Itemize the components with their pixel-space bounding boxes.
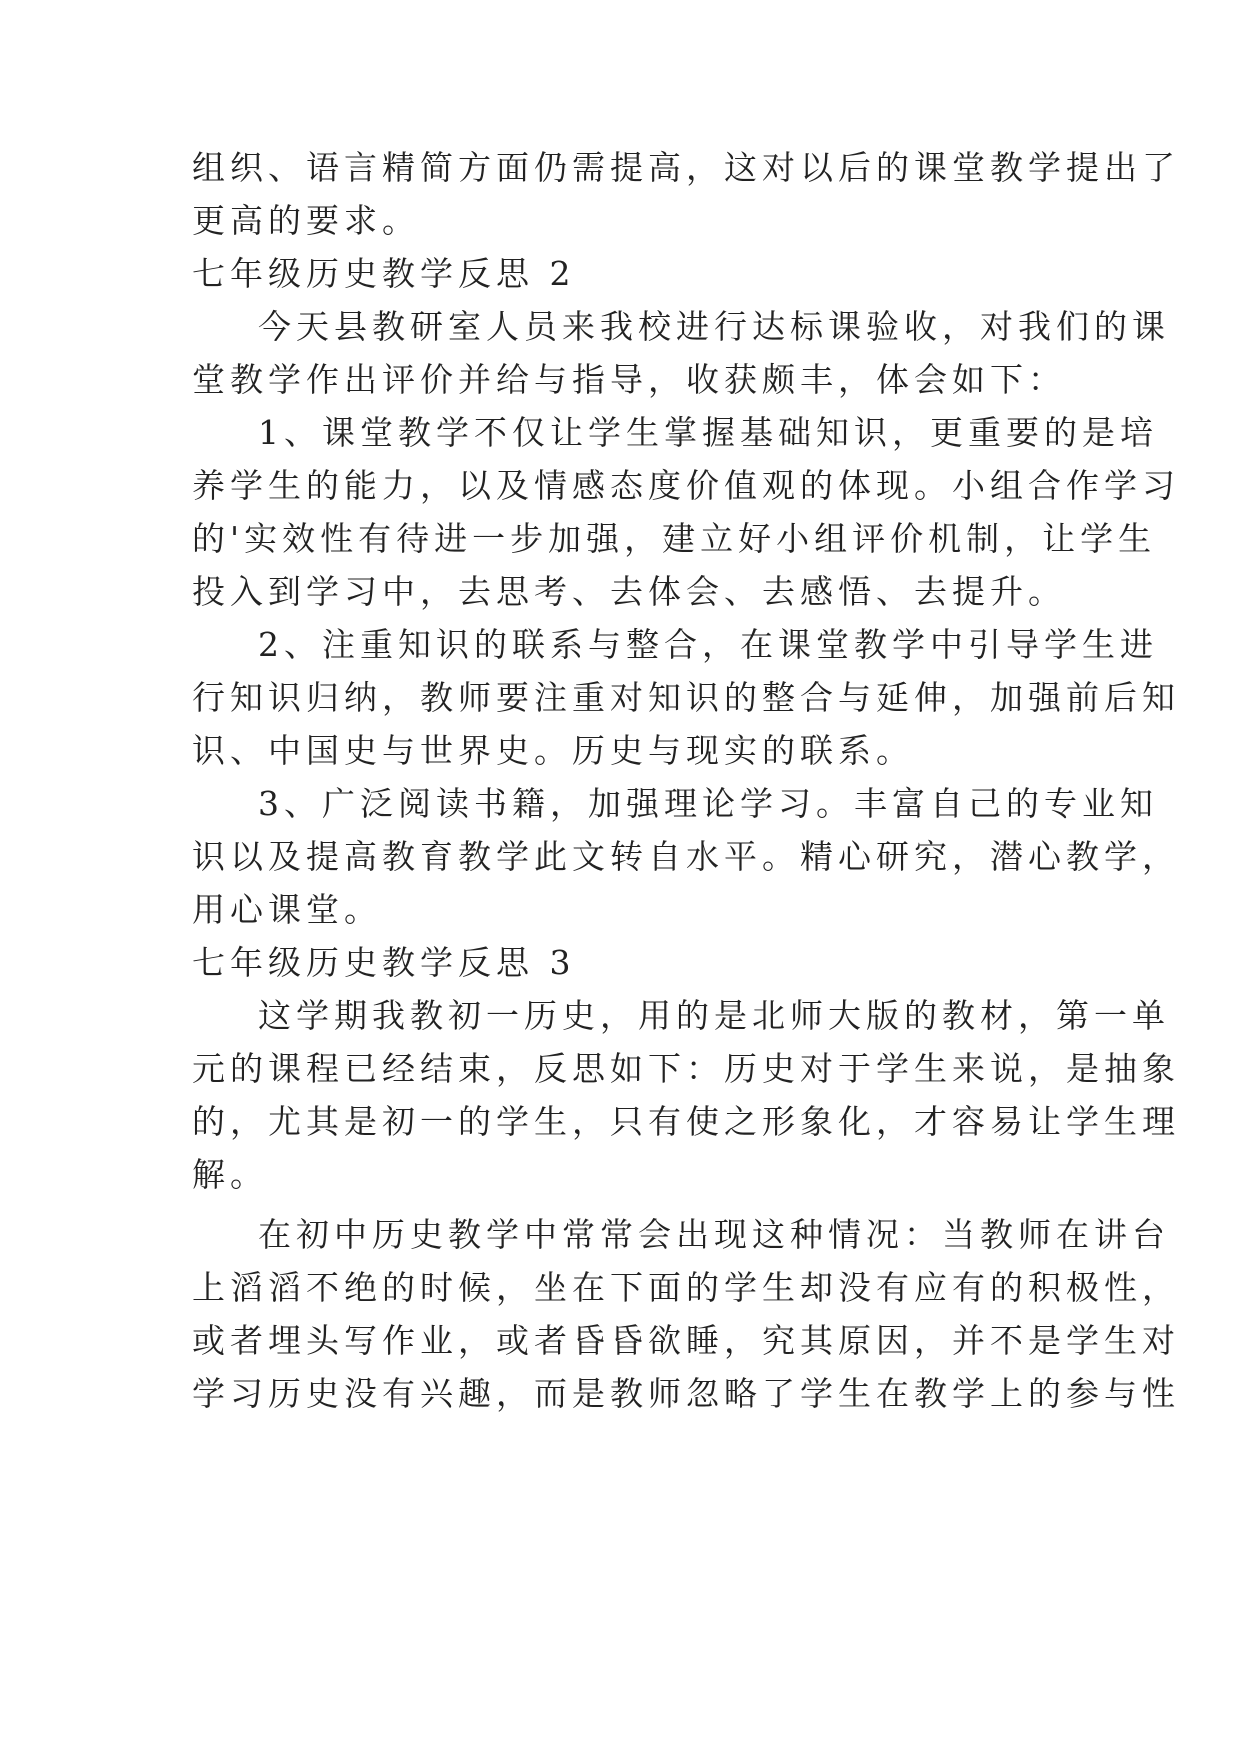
- text-line: 用心课堂。: [192, 890, 382, 929]
- text-line: 元的课程已经结束，反思如下：历史对于学生来说，是抽象: [192, 1049, 1180, 1088]
- text-line: 组织、语言精简方面仍需提高，这对以后的课堂教学提出了: [192, 148, 1180, 187]
- text-line: 今天县教研室人员来我校进行达标课验收，对我们的课: [258, 307, 1170, 346]
- section-heading: 七年级历史教学反思 3: [192, 943, 576, 982]
- text-line: 识以及提高教育教学此文转自水平。精心研究，潜心教学，: [192, 837, 1180, 876]
- text-line: 学习历史没有兴趣，而是教师忽略了学生在教学上的参与性: [192, 1374, 1180, 1413]
- text-line: 行知识归纳，教师要注重对知识的整合与延伸，加强前后知: [192, 678, 1180, 717]
- text-line: 解。: [192, 1155, 268, 1194]
- text-line: 这学期我教初一历史，用的是北师大版的教材，第一单: [258, 996, 1170, 1035]
- text-line: 的'实效性有待进一步加强，建立好小组评价机制，让学生: [192, 519, 1157, 558]
- text-line: 3、广泛阅读书籍，加强理论学习。丰富自己的专业知: [258, 784, 1158, 823]
- text-line: 的，尤其是初一的学生，只有使之形象化，才容易让学生理: [192, 1102, 1180, 1141]
- text-line: 或者埋头写作业，或者昏昏欲睡，究其原因，并不是学生对: [192, 1321, 1180, 1360]
- text-line: 养学生的能力，以及情感态度价值观的体现。小组合作学习: [192, 466, 1180, 505]
- text-line: 在初中历史教学中常常会出现这种情况：当教师在讲台: [258, 1215, 1170, 1254]
- text-line: 投入到学习中，去思考、去体会、去感悟、去提升。: [192, 572, 1066, 611]
- text-line: 堂教学作出评价并给与指导，收获颇丰，体会如下：: [192, 360, 1066, 399]
- text-line: 识、中国史与世界史。历史与现实的联系。: [192, 731, 914, 770]
- section-heading: 七年级历史教学反思 2: [192, 254, 576, 293]
- text-line: 1、课堂教学不仅让学生掌握基础知识，更重要的是培: [258, 413, 1158, 452]
- text-line: 2、注重知识的联系与整合，在课堂教学中引导学生进: [258, 625, 1158, 664]
- text-line: 上滔滔不绝的时候，坐在下面的学生却没有应有的积极性，: [192, 1268, 1180, 1307]
- text-line: 更高的要求。: [192, 201, 420, 240]
